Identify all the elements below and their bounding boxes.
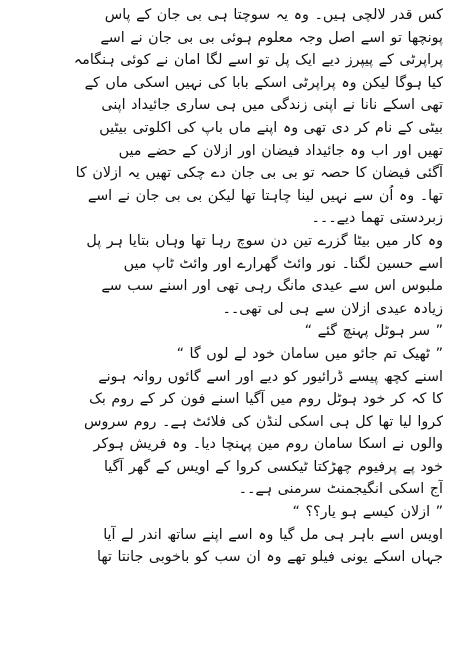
text-line: تھیں اور اب وہ جائیداد فیضان اور ازلان کے حضے میں (118, 142, 443, 159)
text-line: کروا لیا تھا کل ہی اسکی لنڈن کی فلائٹ ہے۔ روم سروس (84, 413, 443, 430)
text-line: آگئی فیضان کا حصہ تو بی بی جان دے چکی تھیں یہ ازلان کا (75, 165, 443, 182)
text-line: خود پے پرفیوم چھڑکتا ٹیکسی کروا کے اویس کے گھر آگیا (103, 458, 443, 475)
text-line: کیا ہوگا لیکن وہ پراپرٹی اسکے بابا کی نہیں اسکی ماں کے (84, 74, 443, 91)
text-line: اویس اسے باہر ہی مل گیا وہ اسے اپنے ساتھ اندر لے آیا (103, 526, 443, 543)
dialogue-line: ” ٹھیک تم جائو میں سامان خود لے لوں گا “ (176, 345, 443, 362)
text-line: زیادہ عیدی ازلان سے ہی لی تھی۔۔ (222, 300, 443, 317)
urdu-text-block (7, 4, 443, 569)
dialogue-line: ” ازلان کیسے ہو یار؟؟ “ (292, 504, 443, 521)
text-line: جہاں اسکے یونی فیلو تھے وہ ان سب کو باخوبی جانتا تھا (97, 549, 443, 566)
text-line: پراپرٹی کے پیپرز دیے ایک پل تو اسے لگا امان نے کوئی ہنگامہ (73, 52, 443, 69)
text-line: اسنے کچھ پیسے ڈرائیور کو دیے اور اسے گائوں روانہ ہونے (98, 368, 443, 385)
text-line: کا کہ کر خود ہوٹل روم میں آگیا اسنے فون کر کے روم بک (89, 391, 443, 408)
text-line: آج اسکی انگیجمنٹ سرمنی ہے۔۔ (238, 481, 443, 498)
text-line: زبردستی تھما دیے۔۔۔ (311, 210, 443, 227)
text-line: والوں نے اسکا سامان روم مین پہنچا دیا۔ وہ فریش ہوکر (93, 436, 443, 453)
text-line: وہ کار میں بیٹا گزرے تین دن سوچ رہا تھا وہاں بتایا ہر پل (86, 232, 443, 249)
text-line: اسے حسین لگنا۔ نور وائٹ گھرارے اور وائٹ ٹاپ میں (123, 255, 443, 272)
text-line: بیٹی کے نام کر دی تھی وہ اپنے ماں باپ کی اکلوتی بیٹیں (99, 119, 443, 136)
text-line: کس قدر لالچی ہیں۔ وہ یہ سوچتا ہی بی جان کے پاس (104, 7, 443, 23)
text-line: پونچھا تو اسے اصل وجہ معلوم ہوئی بی بی جان نے اسے (100, 29, 443, 46)
dialogue-line: ” سر ہوٹل پہنچ گئے “ (304, 323, 443, 340)
text-line: تھی اسکے نانا نے اپنی زندگی میں ہی ساری جائیداد اپنی (101, 97, 443, 114)
text-line: تھا۔ وہ اُن سے نہیں لینا چاہتا تھا لیکن بی بی جان نے اسے (87, 187, 443, 204)
text-line: ملبوس اس سے عیدی مانگ رہی تھی اور اسنے سب سے (101, 278, 443, 295)
